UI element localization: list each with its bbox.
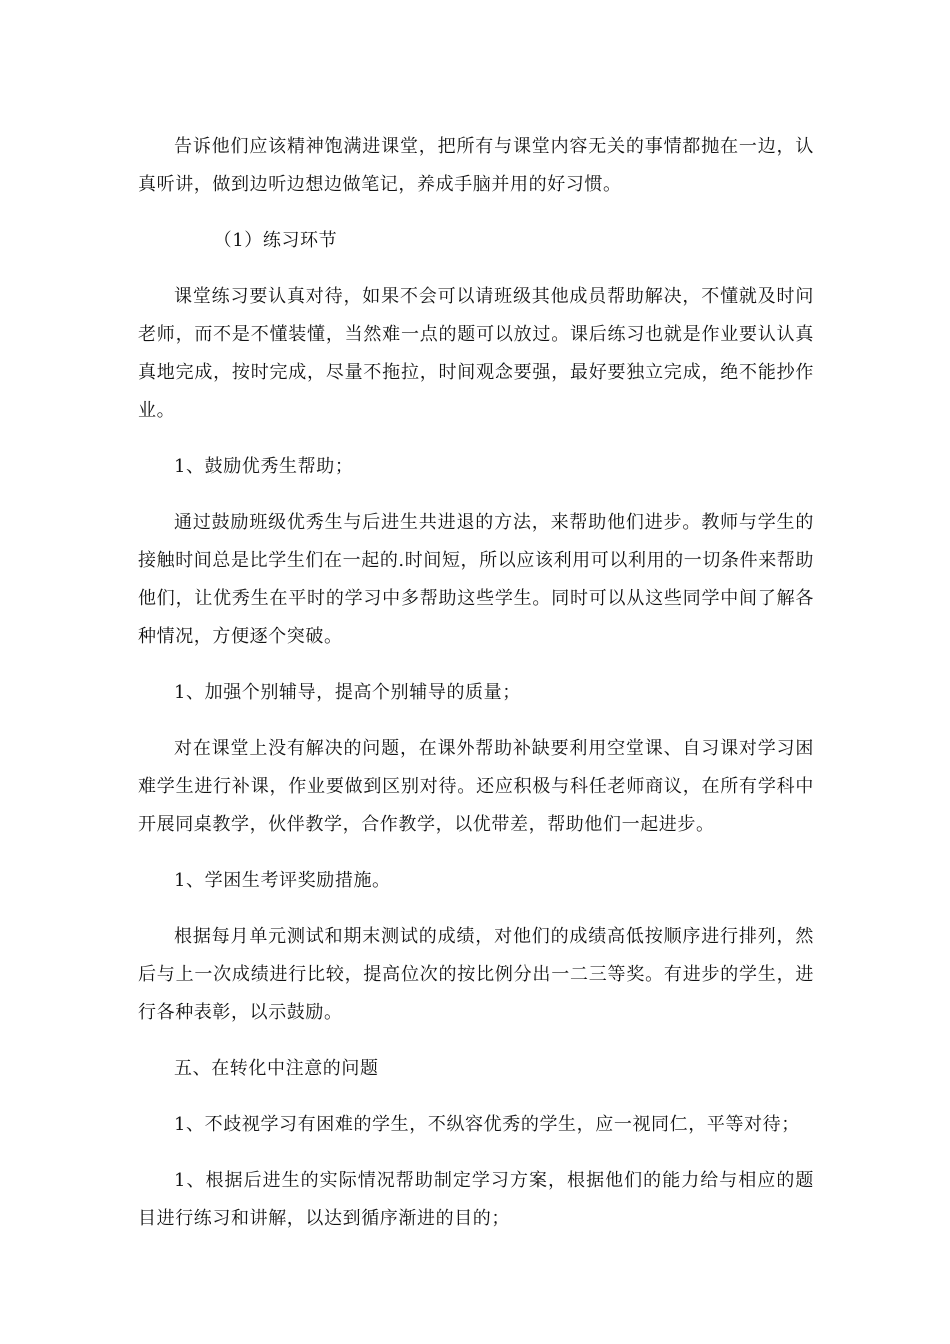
paragraph-attentive-listening: 告诉他们应该精神饱满进课堂，把所有与课堂内容无关的事情都抛在一边，认真听讲，做到边听边想边做笔记，养成手脑并用的好习惯。 — [138, 136, 814, 195]
heading-section-five: 五、在转化中注意的问题 — [174, 1058, 379, 1079]
paragraph-rewards: 根据每月单元测试和期末测试的成绩，对他们的成绩高低按顺序进行排列，然后与上一次成绩进行比较，提高位次的按比例分出一二三等奖。有进步的学生，进行各种表彰，以示鼓励。 — [138, 926, 814, 1023]
paragraph-learning-plan: 1、根据后进生的实际情况帮助制定学习方案，根据他们的能力给与相应的题目进行练习和讲解，以达到循序渐进的目的； — [138, 1170, 814, 1229]
paragraph-practice: 课堂练习要认真对待，如果不会可以请班级其他成员帮助解决，不懂就及时问老师，而不是不懂装懂，当然难一点的题可以放过。课后练习也就是作业要认认真真地完成，按时完成，尽量不拖拉，时间观念要强，最好要独立完成，绝不能抄作业。 — [138, 286, 814, 421]
paragraph-tutoring: 对在课堂上没有解决的问题，在课外帮助补缺要利用空堂课、自习课对学习困难学生进行补课，作业要做到区别对待。还应积极与科任老师商议，在所有学科中开展同桌教学，伙伴教学，合作教学，以优带差，帮助他们一起进步。 — [138, 738, 814, 835]
document-body — [138, 128, 814, 1256]
heading-practice-section: （1）练习环节 — [213, 230, 338, 251]
heading-individual-tutoring: 1、加强个别辅导，提高个别辅导的质量； — [174, 682, 521, 703]
paragraph-equal-treatment: 1、不歧视学习有困难的学生，不纵容优秀的学生，应一视同仁，平等对待； — [174, 1114, 800, 1135]
paragraph-peer-help: 通过鼓励班级优秀生与后进生共进退的方法，来帮助他们进步。教师与学生的接触时间总是比学生们在一起的.时间短，所以应该利用可以利用的一切条件来帮助他们，让优秀生在平时的学习中多帮助这些学生。同时可以从这些同学中间了解各种情况，方便逐个突破。 — [138, 512, 814, 647]
heading-reward-measures: 1、学困生考评奖励措施。 — [174, 870, 391, 891]
heading-encourage-top-students: 1、鼓励优秀生帮助； — [174, 456, 354, 477]
